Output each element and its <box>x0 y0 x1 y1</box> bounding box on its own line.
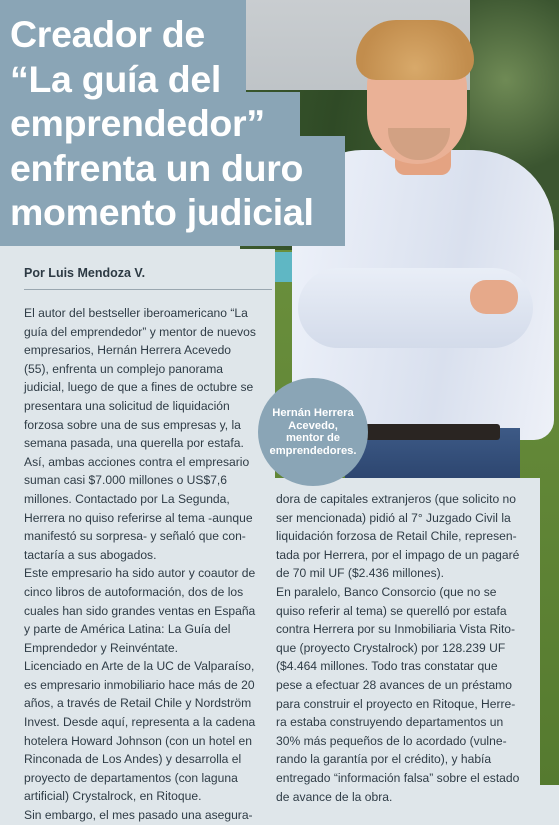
headline-line: momento judicial <box>10 191 314 233</box>
text-line: años, a través de Retail Chile y Nordström <box>24 696 252 711</box>
text-line: empresarios, Hernán Herrera Acevedo <box>24 343 232 358</box>
text-line: Sin embargo, el mes pasado una asegura- <box>24 808 253 823</box>
text-line: Así, ambas acciones contra el empresario <box>24 454 250 469</box>
text-line: Licenciado en Arte de la UC de Valparaíso, <box>24 659 255 674</box>
headline-line: emprendedor” <box>10 102 265 144</box>
article-column-2 <box>276 490 519 806</box>
headline-line: “La guía del <box>10 57 222 100</box>
text-line: cuales han sido grandes ventas en España <box>24 603 256 618</box>
text-line: 30% más pequeños de lo acordado (vulne- <box>276 733 507 748</box>
text-line: de avance de la obra. <box>276 789 393 804</box>
text-line: tactaría a sus abogados. <box>24 547 157 562</box>
text-line: contra Herrera por su Inmobiliaria Vista Rito- <box>276 622 516 637</box>
text-line: para construir el proyecto en Ritoque, Herre- <box>276 696 516 711</box>
text-line: liquidación forzosa de Retail Chile, represen- <box>276 529 517 544</box>
text-line: judicial, luego de que a fines de octubre se <box>24 380 254 395</box>
text-line: suman casi $7.000 millones o US$7,6 <box>24 473 228 488</box>
text-line: Invest. Desde aquí, representa a la cadena <box>24 715 256 730</box>
text-line: ($4.464 millones. Todo tras constatar que <box>276 659 498 674</box>
article-column-1 <box>24 304 256 825</box>
text-line: manifestó su sorpresa- y señaló que con- <box>24 529 246 544</box>
headline-line: enfrenta un duro <box>10 146 304 189</box>
headline-line: Creador de <box>10 13 205 55</box>
text-line: ser mencionada) pidió al 7° Juzgado Civil la <box>276 510 511 525</box>
text-line: artificial) Crystalrock, en Ritoque. <box>24 789 202 804</box>
text-line: y parte de América Latina: La Guía del <box>24 622 231 637</box>
article-headline <box>10 12 350 235</box>
photo-caption-badge <box>258 378 368 486</box>
text-line: tada por Herrera, por el impago de un pagaré <box>276 547 520 562</box>
text-line: cinco libros de autoformación, dos de los <box>24 584 244 599</box>
text-line: semana pasada, una querella por estafa. <box>24 436 244 451</box>
text-line: En paralelo, Banco Consorcio (que no se <box>276 584 497 599</box>
photo-caption: Hernán Herrera Acevedo, mentor de emprendedores. <box>269 407 357 457</box>
text-line: forzosa sobre una de sus empresas y, la <box>24 417 241 432</box>
text-line: Este empresario ha sido autor y coautor de <box>24 566 256 581</box>
text-line: hotelera Howard Johnson (con un hotel en <box>24 733 252 748</box>
text-line: rando la garantía por el crédito), y había <box>276 752 492 767</box>
text-line: ra estaba construyendo departamentos un <box>276 715 504 730</box>
text-line: entregado “información falsa” sobre el estado <box>276 770 520 785</box>
text-line: que (proyecto Crystalrock) por 128.239 UF <box>276 640 506 655</box>
byline: Por Luis Mendoza V. <box>24 266 146 280</box>
byline-divider <box>24 289 272 290</box>
text-line: es empresario inmobiliario hace más de 20 <box>24 677 255 692</box>
text-line: millones. Contactado por La Segunda, <box>24 491 230 506</box>
text-line: presentara una solicitud de liquidación <box>24 398 230 413</box>
text-line: Herrera no quiso referirse al tema -aunque <box>24 510 253 525</box>
text-line: proyecto de departamentos (con laguna <box>24 770 238 785</box>
text-line: (55), enfrenta un complejo panorama <box>24 361 223 376</box>
text-line: guía del emprendedor” y mentor de nuevos <box>24 324 256 339</box>
text-line: pese a efectuar 28 avances de un préstamo <box>276 677 512 692</box>
text-line: Emprendedor y Reinvéntate. <box>24 640 178 655</box>
text-line: Rinconada de Los Andes) y desarrolla el <box>24 752 242 767</box>
text-line: El autor del bestseller iberoamericano “La <box>24 306 248 320</box>
text-line: de 70 mil UF ($2.436 millones). <box>276 566 445 581</box>
text-line: dora de capitales extranjeros (que solicito no <box>276 492 516 506</box>
text-line: quiso referir al tema) se querelló por estafa <box>276 603 507 618</box>
